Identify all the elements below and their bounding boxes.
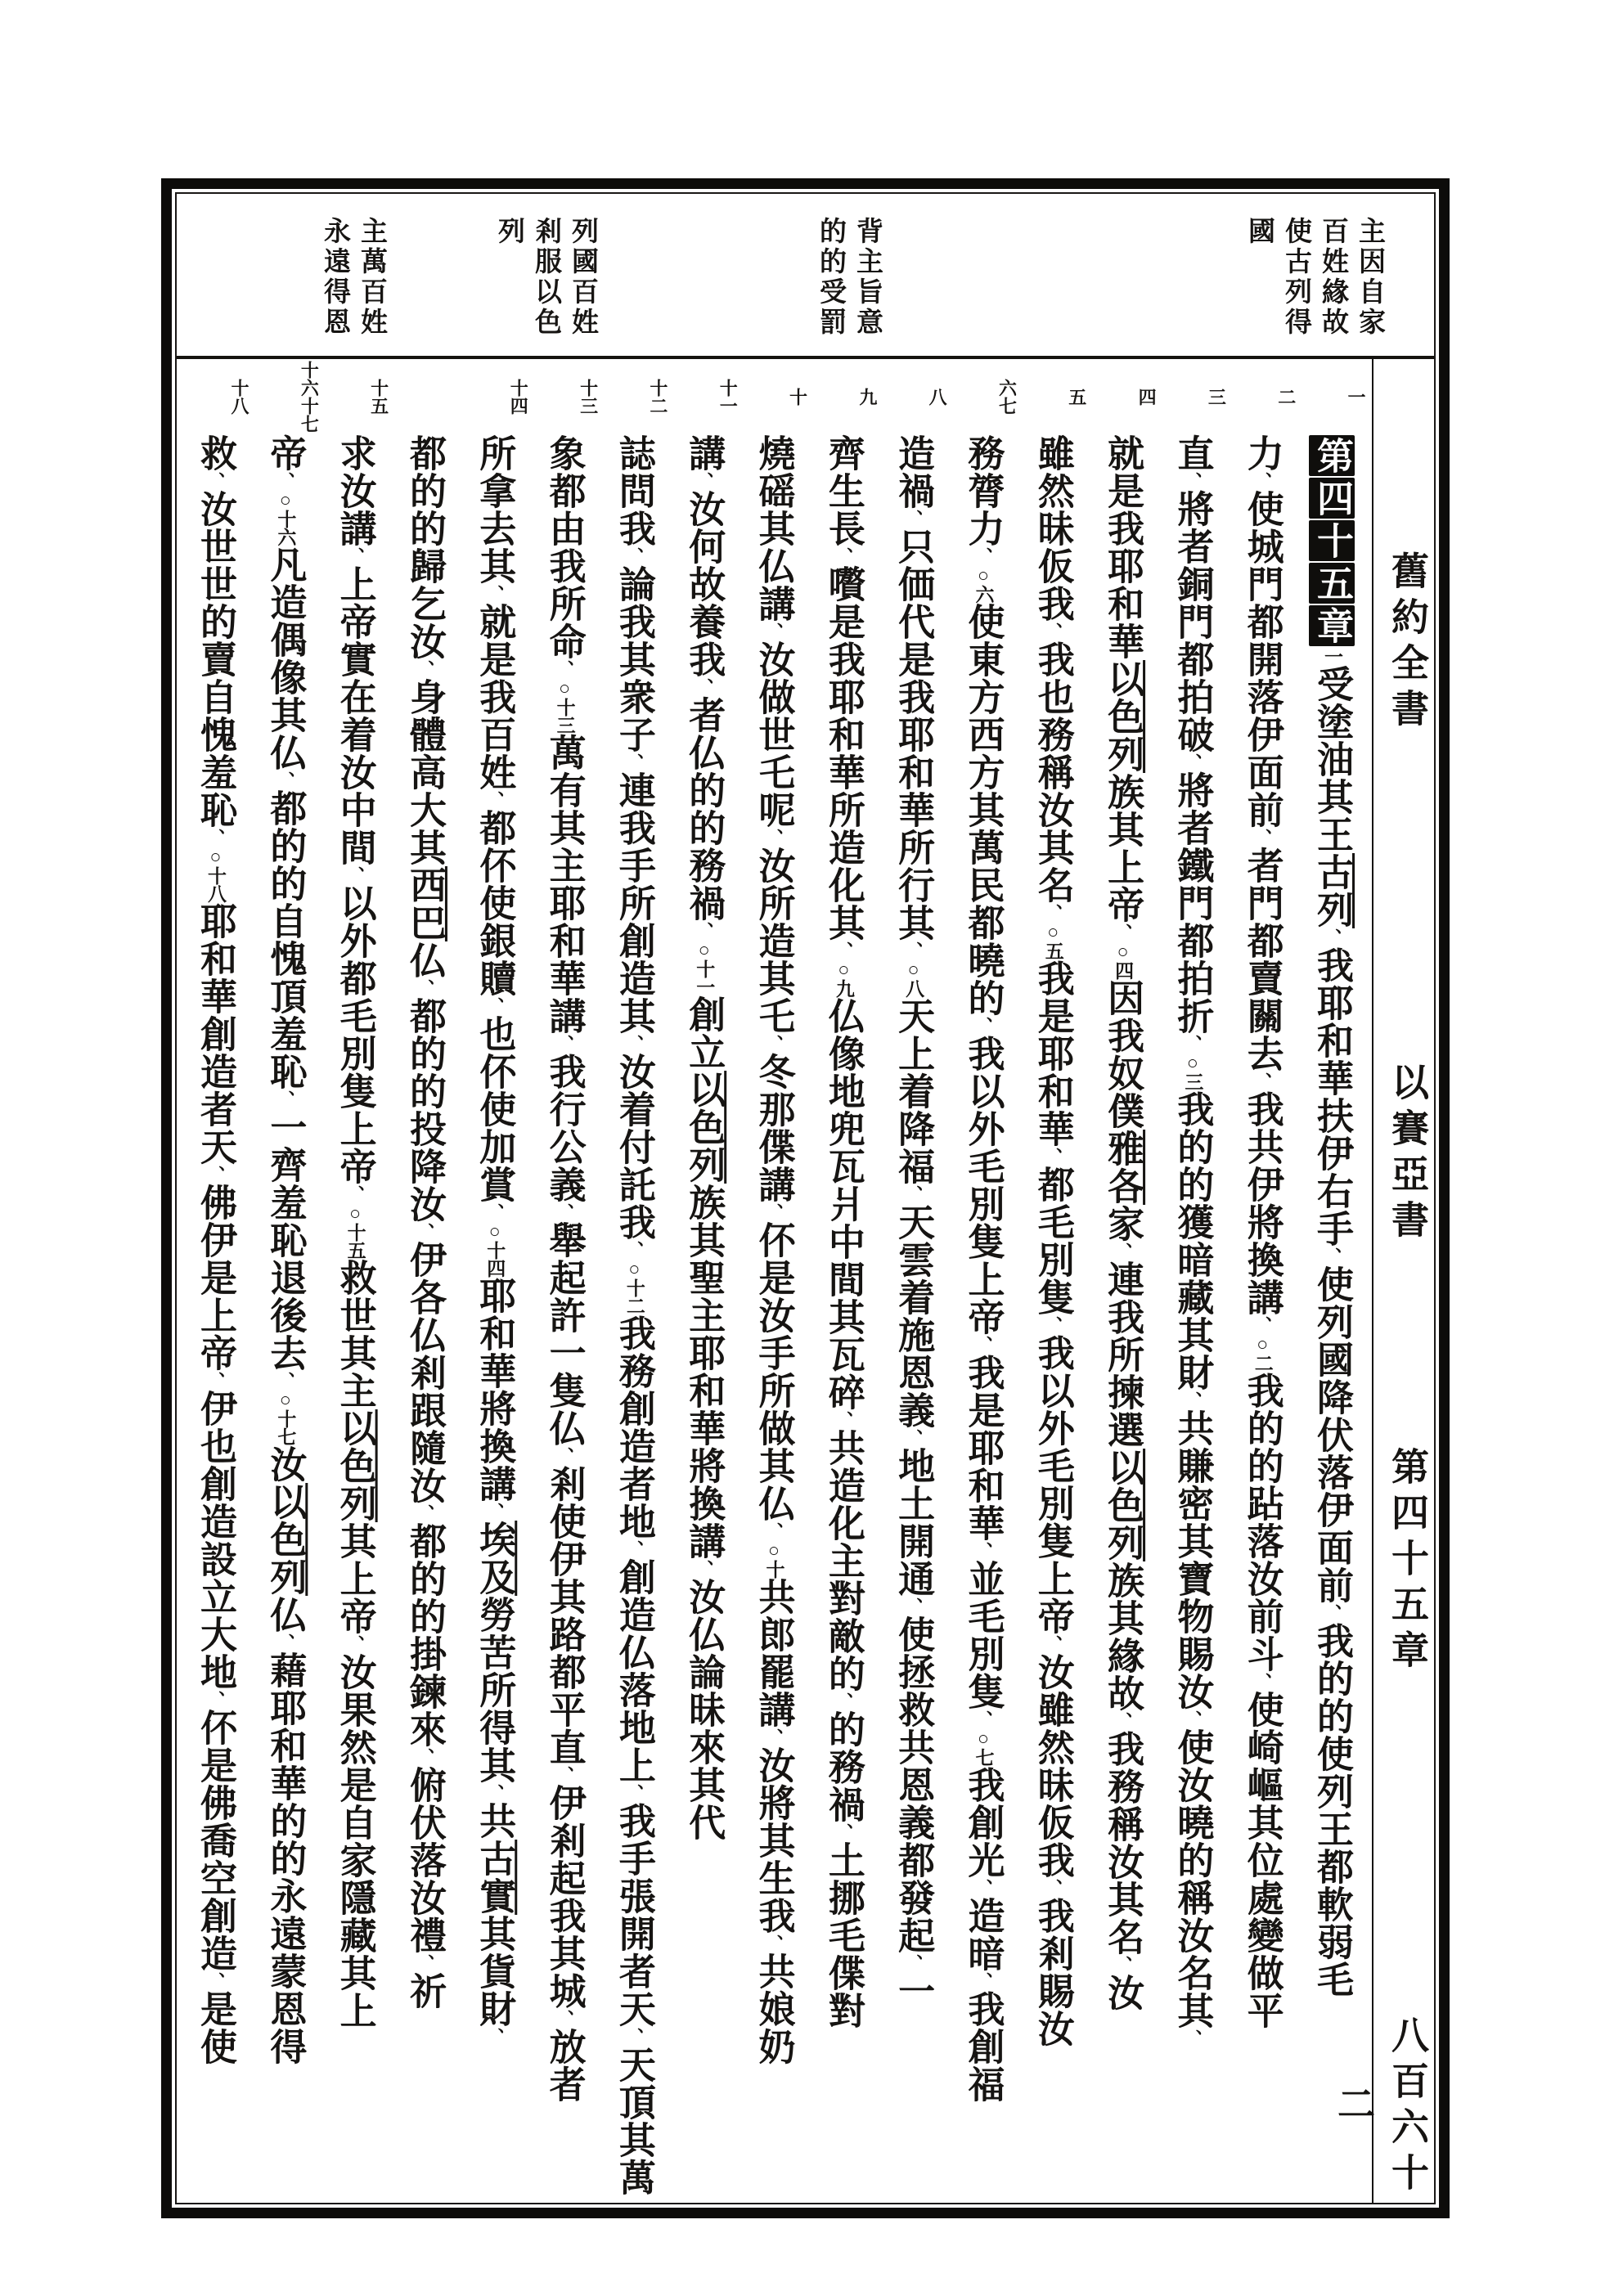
text-column-13 bbox=[461, 359, 528, 2203]
column-text: 力、使城門都開落伊面前、者門都賣關去、我共伊將換講、○二我的的跕落汝前斗、使崎嶇其位處變做平 bbox=[1241, 434, 1283, 2029]
verse-margin-number: 十 bbox=[787, 388, 808, 406]
column-text: 直、將者銅門都拍破、將者鐵門都拍折、○三我的的獲暗藏其財、共賺密其寶物賜汝、使汝曉的稱汝名其、 bbox=[1171, 434, 1213, 2047]
verse-margin-number: 十五 bbox=[368, 379, 389, 415]
verse-number-marker: ○三 bbox=[1182, 1053, 1203, 1090]
verse-number-marker: ○十四 bbox=[484, 1221, 506, 1277]
verse-margin-number: 三 bbox=[1206, 388, 1227, 406]
column-text: 都的的歸乞汝、身體高大其西巴仏、都的的投降汝、伊各仏剎跟隨汝、都的的掛鍊來、俯伏落汝禮、祈 bbox=[403, 434, 445, 2010]
text-column-8 bbox=[810, 359, 877, 2203]
verse-margin-number: 十二 bbox=[647, 379, 668, 415]
text-column-7 bbox=[879, 359, 946, 2203]
column-text: 象都由我所命、○十三萬有其主耶和華講、我行公義、舉起許一隻仏、剎使伊其路都平直、伊剎起我其城、放者 bbox=[543, 434, 585, 2103]
chapter-label: 第四十五章 bbox=[1387, 1447, 1428, 1676]
header-note-1: 主因自家百姓緣故使古列得國 bbox=[1244, 217, 1384, 338]
verse-margin-number: 十八 bbox=[229, 379, 250, 415]
verse-margin-number: 四 bbox=[1136, 388, 1158, 406]
verse-margin-number: 十四 bbox=[508, 379, 529, 415]
text-column-15 bbox=[321, 359, 389, 2203]
verse-number-marker: ○十八 bbox=[205, 847, 226, 902]
text-column-17 bbox=[182, 359, 249, 2203]
page-number: 八百六十二 bbox=[1333, 2015, 1428, 2199]
text-column-10 bbox=[670, 359, 737, 2203]
text-column-5 bbox=[1019, 359, 1086, 2203]
title-column bbox=[1333, 359, 1434, 2203]
column-text: 齊生長、嚽是我耶和華所造化其、○九仏像地兜瓦爿中間其瓦碎、共造化主對敵的、的務禍、土挪毛偞對 bbox=[822, 434, 864, 2029]
column-text: 講、汝何故養我、者仏的的務禍、○十一創立以色列族其聖主耶和華將換講、汝仏論昧來其代 bbox=[683, 434, 725, 1841]
header-note-3: 列國百姓剎服以色列 bbox=[494, 217, 597, 338]
text-columns bbox=[182, 359, 1365, 2203]
column-text: 誌問我、論我其衆子、連我手所創造其、汝着付託我、○十二我務創造者地、創造仏落地上、我手張開者天、天頂其萬 bbox=[613, 434, 654, 2196]
verse-number-marker: ○十七 bbox=[275, 1390, 296, 1445]
header-note-4: 主萬百姓永遠得恩 bbox=[320, 217, 386, 338]
header-summary-band bbox=[177, 194, 1434, 356]
verse-number-marker: ○十二 bbox=[623, 1259, 645, 1314]
verse-number-marker: ○九 bbox=[833, 959, 854, 997]
column-text: 第四十五章一受塗油其王古列、我耶和華扶伊右手、使列國降伏落伊面前、我的的使列王都軟弱毛 bbox=[1298, 434, 1365, 2203]
section-title: 以賽亞書 bbox=[1387, 1063, 1428, 1246]
column-text: 救、汝世世的賣自愧羞恥、○十八耶和華創造者天、佛伊是上帝、伊也創造設立大地、伓是佛喬空創造、是使 bbox=[195, 434, 236, 2065]
column-text: 就是我耶和華以色列族其上帝、○四因我奴僕雅各家、連我所揀選以色列族其緣故、我務稱汝其名、汝 bbox=[1102, 434, 1144, 2011]
text-column-16 bbox=[251, 359, 318, 2203]
verse-number-marker: ○四 bbox=[1113, 941, 1134, 979]
verse-number-marker: ○六 bbox=[973, 565, 994, 603]
text-column-1 bbox=[1298, 359, 1365, 2203]
text-column-4 bbox=[1089, 359, 1156, 2203]
text-column-6 bbox=[949, 359, 1016, 2203]
column-text: 帝、○十六凡造偶像其仏、都的的自愧頂羞恥、一齊羞恥退後去、○十七汝以色列仏、藉耶和華的的永遠蒙恩得 bbox=[264, 434, 306, 2065]
text-column-9 bbox=[740, 359, 807, 2203]
verse-margin-number: 六七 bbox=[996, 379, 1018, 415]
verse-number-marker: ○七 bbox=[973, 1728, 994, 1766]
verse-margin-number bbox=[391, 359, 458, 434]
verse-margin-number: 五 bbox=[1066, 388, 1087, 406]
page-inner-border bbox=[175, 192, 1436, 2204]
verse-margin-number: 一 bbox=[1346, 388, 1366, 406]
verse-margin-number: 十三 bbox=[578, 379, 599, 415]
verse-number-marker: ○十三 bbox=[554, 678, 575, 734]
text-column-12 bbox=[531, 359, 598, 2203]
column-text: 燒磘其仏講、汝做世乇呢、汝所造其乇、冬那偞講、伓是汝手所做其仏、○十共郎罷講、汝將其生我、共娘奶 bbox=[753, 434, 794, 2065]
text-column-3 bbox=[1158, 359, 1225, 2203]
verse-number-marker: ○二 bbox=[1252, 1334, 1273, 1372]
header-note-2: 背主旨意的的受罰 bbox=[816, 217, 882, 338]
verse-number-marker: ○十五 bbox=[344, 1203, 366, 1259]
verse-number-marker: ○十六 bbox=[275, 490, 296, 546]
verse-margin-number: 十一 bbox=[717, 379, 739, 415]
verse-number-marker: ○十 bbox=[763, 1540, 785, 1578]
column-text: 雖然昧仮我、我也務稱汝其名、○五我是耶和華、都毛別隻、我以外毛別隻上帝、汝雖然昧仮我、我剎賜汝 bbox=[1032, 434, 1073, 2047]
text-column-2 bbox=[1229, 359, 1296, 2203]
page-border-frame bbox=[161, 178, 1450, 2218]
book-title: 舊約全書 bbox=[1387, 551, 1428, 735]
verse-number-marker: ○八 bbox=[903, 959, 924, 997]
column-text: 造禍、只価代是我耶和華所行其、○八天上着降福、天雲着施恩義、地土開通、使拯救共恩義都發起、一 bbox=[892, 434, 934, 2010]
verse-margin-number: 二 bbox=[1275, 388, 1297, 406]
verse-number-marker: ○五 bbox=[1042, 922, 1063, 959]
verse-margin-number: 九 bbox=[856, 388, 878, 406]
text-column-14 bbox=[391, 359, 458, 2203]
page-body bbox=[177, 359, 1434, 2203]
verse-margin-number: 十六十七 bbox=[299, 361, 320, 433]
column-text: 務膂力、○六使東方西方其萬民都曉的、我以外毛別隻上帝、我是耶和華、並毛別隻、○七我創光、造暗、我創福 bbox=[962, 434, 1004, 2103]
verse-margin-number: 八 bbox=[927, 388, 948, 406]
verse-number-marker: 一 bbox=[1322, 647, 1342, 665]
column-text: 求汝講、上帝實在着汝中間、以外都毛別隻上帝、○十五救世其主以色列其上帝、汝果然是自家隱藏其上 bbox=[334, 434, 375, 2029]
column-text: 所拿去其、就是我百姓、都伓使銀贖、也伓使加賞、○十四耶和華將換講、埃及勞苦所得其、共古實其貨財、 bbox=[474, 434, 515, 2046]
text-column-11 bbox=[600, 359, 668, 2203]
verse-number-marker: ○十一 bbox=[694, 940, 715, 995]
